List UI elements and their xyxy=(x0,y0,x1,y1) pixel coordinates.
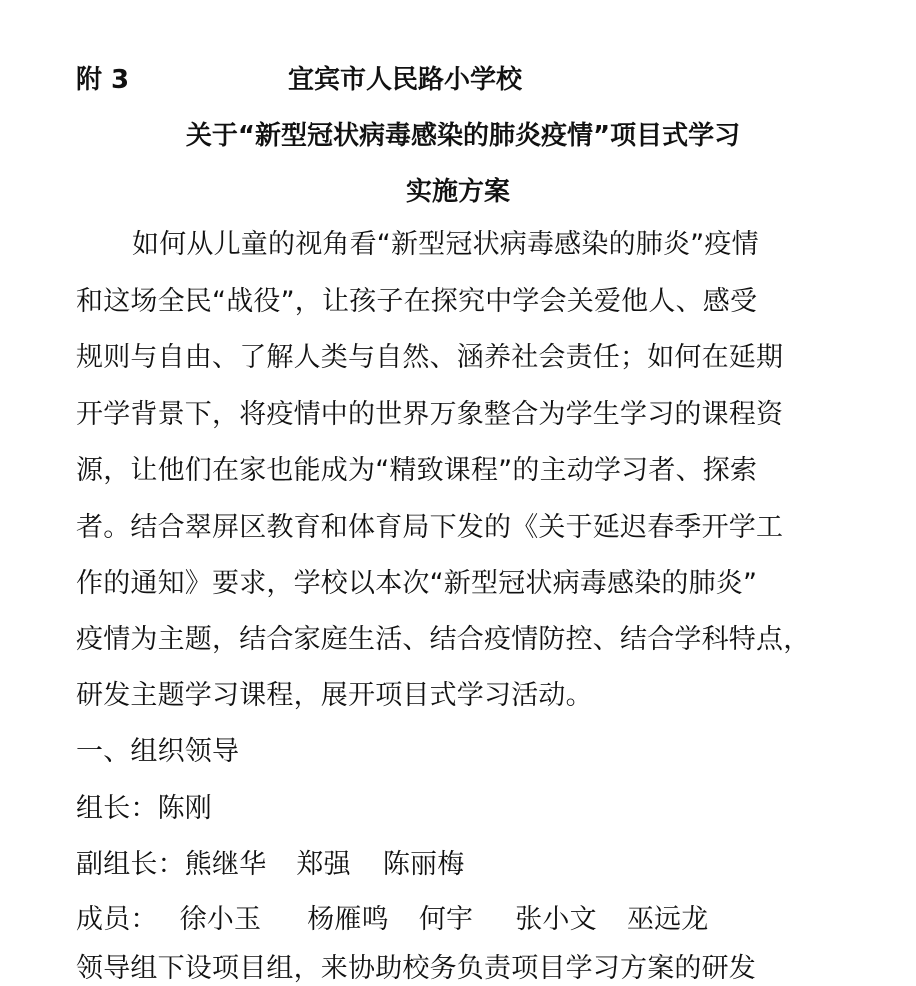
members-line xyxy=(76,903,708,937)
paragraph-line: 疫情为主题，结合家庭生活、结合疫情防控、结合学科特点， xyxy=(76,624,811,655)
paragraph-line: 和这场全民“战役”，让孩子在探究中学会关爱他人、感受 xyxy=(76,286,758,317)
paragraph-line: 源，让他们在家也能成为“精致课程”的主动学习者、探索 xyxy=(76,455,758,486)
school-name: 宜宾市人民路小学校 xyxy=(288,65,523,95)
paragraph-line: 规则与自由、了解人类与自然、涵养社会责任；如何在延期 xyxy=(76,342,784,373)
paragraph-line: 开学背景下，将疫情中的世界万象整合为学生学习的课程资 xyxy=(76,399,784,430)
leader-line: 组长：陈刚 xyxy=(76,793,212,824)
members-label: 成员： xyxy=(76,904,158,935)
attachment-label: 附 3 xyxy=(76,65,130,95)
paragraph-line: 者。结合翠屏区教育和体育局下发的《关于延迟春季开学工 xyxy=(76,512,784,543)
member-name: 徐小玉 xyxy=(179,904,262,935)
paragraph-line: 如何从儿童的视角看“新型冠状病毒感染的肺炎”疫情 xyxy=(132,229,759,260)
deputy-name: 郑强 xyxy=(296,849,351,880)
document-title-line-1: 关于“新型冠状病毒感染的肺炎疫情”项目式学习 xyxy=(185,121,741,151)
cut-off-paragraph-line: 领导组下设项目组，来协助校务负责项目学习方案的研发 xyxy=(76,953,756,984)
section-heading: 一、组织领导 xyxy=(76,736,240,767)
deputy-label: 副组长：熊继华 xyxy=(76,849,267,880)
member-name: 张小文 xyxy=(515,904,597,935)
paragraph-line: 研发主题学习课程，展开项目式学习活动。 xyxy=(76,680,593,711)
deputy-leaders-line xyxy=(76,848,464,882)
deputy-name: 陈丽梅 xyxy=(382,849,465,880)
paragraph-line: 作的通知》要求，学校以本次“新型冠状病毒感染的肺炎” xyxy=(76,568,758,599)
document-title-line-2: 实施方案 xyxy=(405,177,510,207)
member-name: 巫远龙 xyxy=(626,904,709,935)
member-name: 何宇 xyxy=(418,904,474,935)
member-name: 杨雁鸣 xyxy=(307,904,389,935)
